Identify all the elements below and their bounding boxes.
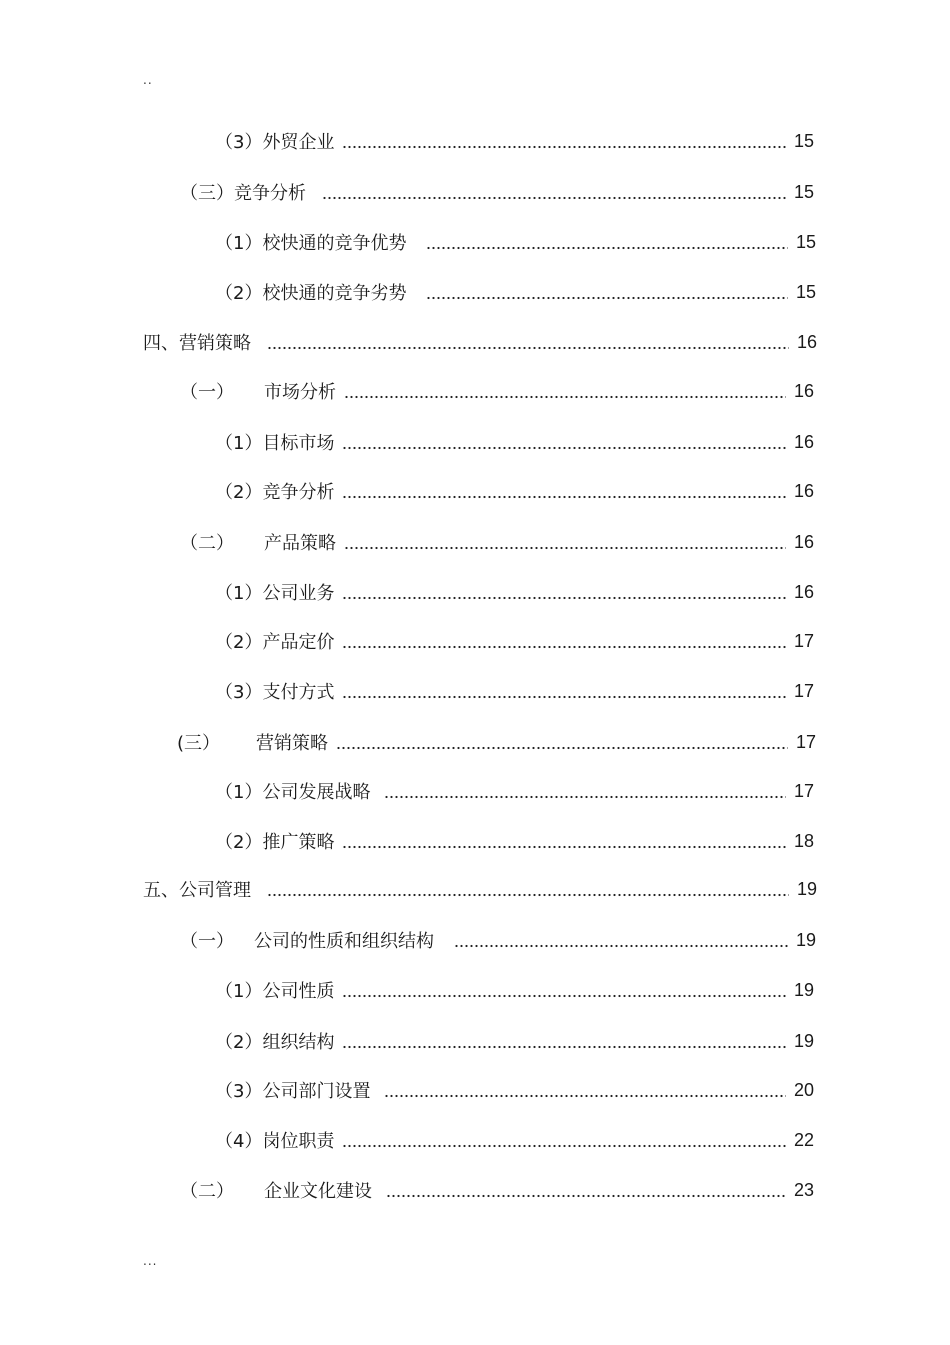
- toc-entry-title: 公司管理: [179, 880, 251, 901]
- toc-entry-title: 竞争分析: [234, 183, 306, 204]
- dot-leader: [426, 227, 788, 257]
- toc-entry-page: 19: [796, 878, 817, 899]
- toc-entry-page: 19: [795, 929, 816, 950]
- toc-entry-number: （2）: [215, 832, 263, 853]
- toc-entry[interactable]: [143, 327, 817, 357]
- toc-entry[interactable]: [215, 126, 814, 156]
- dot-leader: [384, 776, 786, 806]
- toc-entry-title: 校快通的竞争劣势: [262, 283, 407, 304]
- toc-entry-page: 16: [793, 431, 814, 452]
- dot-leader: [454, 925, 788, 955]
- toc-entry-title: 推广策略: [262, 832, 335, 853]
- dot-leader: [342, 975, 786, 1005]
- toc-entry-number: 五、: [143, 880, 179, 901]
- toc-entry-page: 15: [795, 231, 816, 252]
- toc-entry-label: [180, 1177, 372, 1203]
- dot-leader: [322, 177, 786, 207]
- dot-leader: [386, 1175, 786, 1205]
- toc-entry-page: 17: [793, 630, 814, 651]
- toc-entry-title: 校快通的竞争优势: [262, 233, 407, 254]
- toc-entry-number: （2）: [215, 1032, 263, 1053]
- toc-entry-label: [180, 179, 306, 205]
- toc-entry[interactable]: [180, 177, 814, 207]
- toc-entry-page: 17: [795, 731, 816, 752]
- toc-entry-page: 19: [793, 979, 814, 1000]
- toc-entry[interactable]: [215, 1125, 814, 1155]
- toc-entry-number: （二）: [180, 1181, 234, 1202]
- dot-leader: [342, 577, 786, 607]
- toc-entry-label: [215, 678, 334, 704]
- toc-entry-number: (三）: [177, 733, 221, 754]
- toc-entry-title: 外贸企业: [262, 132, 335, 153]
- toc-entry[interactable]: [215, 776, 814, 806]
- toc-entry-page: 15: [793, 181, 814, 202]
- toc-entry-page: 23: [793, 1179, 814, 1200]
- toc-entry[interactable]: [180, 1175, 814, 1205]
- toc-entry-number: （一）: [180, 931, 234, 952]
- dot-leader: [342, 626, 786, 656]
- toc-entry-title: 公司的性质和组织结构: [254, 931, 434, 952]
- toc-entry-number: （一）: [180, 382, 234, 403]
- toc-entry-number: （1）: [215, 433, 263, 454]
- toc-entry-number: （1）: [215, 782, 263, 803]
- toc-entry-label: [215, 478, 334, 504]
- toc-entry-label: [143, 876, 251, 902]
- toc-entry[interactable]: [215, 826, 814, 856]
- toc-entry-title: 营销策略: [179, 333, 251, 354]
- toc-entry-number: （2）: [215, 632, 263, 653]
- header-mark: ..: [143, 73, 153, 87]
- dot-leader: [342, 826, 786, 856]
- toc-entry-label: [215, 229, 406, 255]
- dot-leader: [342, 1026, 786, 1056]
- toc-entry-label: [215, 828, 334, 854]
- toc-entry-label: [215, 1127, 334, 1153]
- toc-entry-number: （3）: [215, 132, 263, 153]
- toc-entry-page: 18: [793, 830, 814, 851]
- toc-entry-title: 组织结构: [262, 1032, 335, 1053]
- dot-leader: [426, 277, 788, 307]
- toc-entry-page: 17: [793, 680, 814, 701]
- toc-entry-number: （1）: [215, 233, 263, 254]
- toc-entry-number: （4）: [215, 1131, 263, 1152]
- toc-entry-page: 15: [793, 130, 814, 151]
- footer-mark: ...: [143, 1254, 158, 1268]
- dot-leader: [267, 327, 789, 357]
- toc-entry-title: 公司性质: [262, 981, 335, 1002]
- toc-entry[interactable]: [215, 975, 814, 1005]
- toc-entry-label: [215, 128, 334, 154]
- toc-entry-title: 竞争分析: [262, 482, 335, 503]
- toc-entry-label: [215, 977, 334, 1003]
- toc-entry-label: [180, 927, 434, 953]
- toc-entry[interactable]: [215, 277, 816, 307]
- toc-entry-number: （3）: [215, 1081, 263, 1102]
- toc-entry-number: （2）: [215, 283, 263, 304]
- toc-entry[interactable]: [215, 476, 814, 506]
- toc-entry-number: （1）: [215, 583, 263, 604]
- toc-entry[interactable]: [215, 626, 814, 656]
- toc-entry-label: [177, 729, 328, 755]
- toc-entry-page: 19: [793, 1030, 814, 1051]
- toc-entry[interactable]: [215, 427, 814, 457]
- toc-entry-title: 公司发展战略: [262, 782, 371, 803]
- dot-leader: [342, 1125, 786, 1155]
- toc-entry[interactable]: [180, 925, 816, 955]
- toc-entry-number: （三）: [180, 183, 234, 204]
- toc-entry-title: 产品策略: [264, 533, 336, 554]
- toc-entry-number: （2）: [215, 482, 263, 503]
- dot-leader: [267, 874, 789, 904]
- toc-entry[interactable]: [143, 874, 817, 904]
- toc-entry-page: 16: [793, 581, 814, 602]
- toc-entry-number: （1）: [215, 981, 263, 1002]
- toc-entry[interactable]: [215, 227, 816, 257]
- toc-entry-page: 16: [796, 331, 817, 352]
- toc-entry[interactable]: [180, 376, 814, 406]
- toc-entry-label: [215, 429, 334, 455]
- toc-entry[interactable]: [215, 1026, 814, 1056]
- toc-entry-page: 22: [793, 1129, 814, 1150]
- toc-entry-page: 16: [793, 380, 814, 401]
- dot-leader: [342, 427, 786, 457]
- toc-entry-page: 15: [795, 281, 816, 302]
- toc-entry-number: 四、: [143, 333, 179, 354]
- toc-entry-page: 16: [793, 480, 814, 501]
- toc-entry[interactable]: [215, 577, 814, 607]
- dot-leader: [342, 676, 786, 706]
- dot-leader: [342, 476, 786, 506]
- toc-entry-number: （二）: [180, 533, 234, 554]
- dot-leader: [336, 727, 788, 757]
- toc-entry-title: 产品定价: [262, 632, 335, 653]
- toc-entry-label: [215, 628, 334, 654]
- toc-entry[interactable]: [215, 676, 814, 706]
- toc-entry-label: [180, 529, 336, 555]
- toc-entry-number: （3）: [215, 682, 263, 703]
- toc-entry-label: [215, 279, 406, 305]
- toc-entry-title: 岗位职责: [262, 1131, 335, 1152]
- dot-leader: [344, 376, 786, 406]
- toc-entry-title: 公司部门设置: [262, 1081, 371, 1102]
- toc-entry-title: 支付方式: [262, 682, 335, 703]
- toc-entry-label: [143, 329, 251, 355]
- toc-entry-label: [215, 1028, 334, 1054]
- toc-entry[interactable]: [177, 727, 816, 757]
- toc-entry-title: 目标市场: [262, 433, 335, 454]
- dot-leader: [344, 527, 786, 557]
- toc-entry-title: 市场分析: [264, 382, 336, 403]
- dot-leader: [342, 126, 786, 156]
- toc-entry-title: 企业文化建设: [264, 1181, 372, 1202]
- toc-entry-label: [215, 778, 370, 804]
- toc-entry-label: [215, 1077, 370, 1103]
- toc-entry-page: 16: [793, 531, 814, 552]
- toc-entry-label: [215, 579, 334, 605]
- toc-entry[interactable]: [215, 1075, 814, 1105]
- toc-entry[interactable]: [180, 527, 814, 557]
- dot-leader: [384, 1075, 786, 1105]
- toc-entry-page: 17: [793, 780, 814, 801]
- toc-entry-label: [180, 378, 336, 404]
- toc-entry-title: 公司业务: [262, 583, 335, 604]
- toc-entry-page: 20: [793, 1079, 814, 1100]
- toc-entry-title: 营销策略: [256, 733, 329, 754]
